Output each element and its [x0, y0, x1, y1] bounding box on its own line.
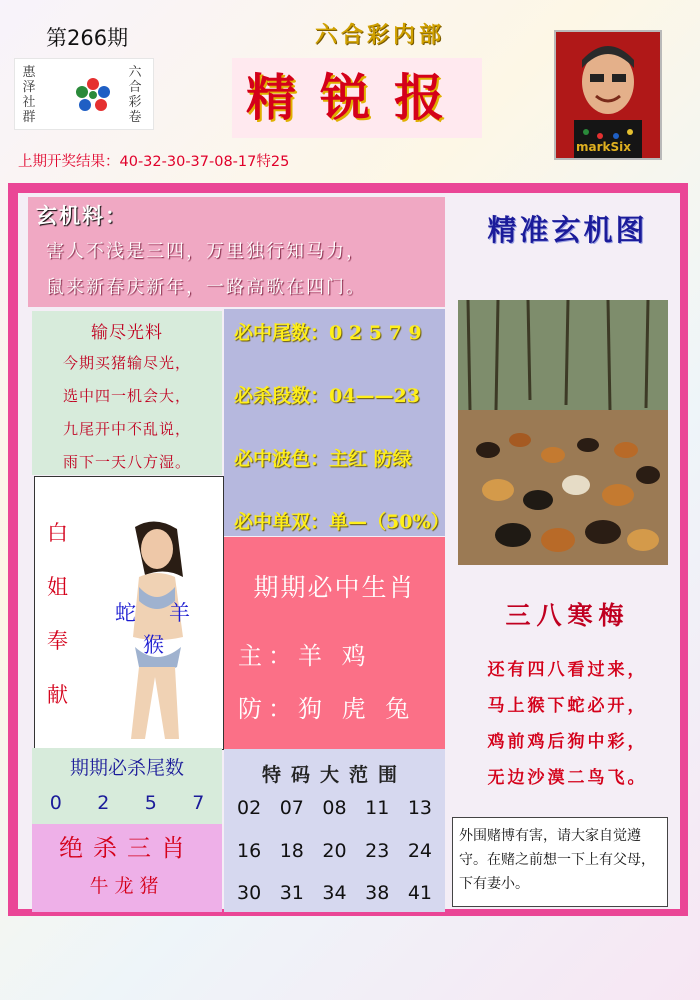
- stat-label: 必中尾数：: [234, 322, 330, 344]
- kill-zodiac-list: 牛龙猪: [89, 875, 165, 897]
- number-cell: 11: [365, 797, 390, 819]
- number-cell: 34: [322, 882, 347, 904]
- number-cell: 07: [279, 797, 304, 819]
- gift-char-1: 白: [47, 521, 68, 545]
- poem-left-line-1: 今期买猪输尽光，: [62, 354, 191, 372]
- stat-odd-even: [234, 507, 450, 534]
- tail-kill-title: 期期必杀尾数: [69, 757, 184, 779]
- tail-kill-digits: [32, 792, 222, 814]
- page-title: 精锐报: [232, 58, 482, 138]
- stat-label: 必杀段数：: [234, 385, 330, 407]
- poem-right-line-2: 马上猴下蛇必开，: [487, 696, 648, 716]
- header-subtitle: 六合彩内部: [314, 22, 445, 48]
- gift-picture: [34, 476, 224, 750]
- poem-left-line-2: 选中四一机会大，: [62, 387, 191, 405]
- number-cell: 20: [322, 840, 347, 862]
- poem-right-title: 三八寒梅: [505, 601, 630, 630]
- lottery-ball-icon: [73, 75, 113, 115]
- intro-label: 玄机料：: [36, 203, 128, 228]
- number-cell: 13: [407, 797, 432, 819]
- number-cell: 18: [279, 840, 304, 862]
- kill-zodiac-title: 绝杀三肖: [59, 834, 195, 862]
- poem-left-line-4: 雨下一天八方湿。: [62, 453, 191, 471]
- issue-number: 第266期: [46, 26, 129, 50]
- stat-value: 单—（50%）: [329, 511, 450, 533]
- stat-kill-range: [234, 381, 420, 408]
- tail-digit: 0: [49, 792, 62, 814]
- number-cell: 23: [365, 840, 390, 862]
- gift-sheep: 羊: [169, 601, 190, 625]
- gambling-warning: 外围赌博有害，请大家自觉遵守。在赌之前想一下上有父母，下有妻小。: [452, 817, 668, 907]
- chickens-scene: [458, 300, 668, 565]
- gift-monkey: 猴: [143, 633, 164, 657]
- number-cell: 30: [237, 882, 262, 904]
- stat-value: 0 2 5 7 9: [329, 322, 422, 344]
- portrait-caption: markSix: [576, 140, 631, 154]
- stat-value: 主红 防绿: [329, 448, 412, 470]
- portrait-image: [554, 30, 662, 160]
- tail-digit: 2: [97, 792, 110, 814]
- stat-wave-color: [234, 444, 412, 471]
- stat-label: 必中波色：: [234, 448, 330, 470]
- stat-value: 04——23: [329, 385, 420, 407]
- brand-logo: [14, 58, 154, 130]
- number-cell: 16: [237, 840, 262, 862]
- poem-left-line-3: 九尾开中不乱说，: [62, 420, 191, 438]
- number-cell: 02: [237, 797, 262, 819]
- poem-right-line-4: 无边沙漠二鸟飞。: [487, 768, 648, 788]
- last-draw-result: 上期开奖结果：40-32-30-37-08-17特25: [18, 154, 290, 170]
- gift-char-2: 姐: [47, 575, 68, 599]
- puzzle-image-title: 精准玄机图: [487, 213, 648, 247]
- tail-digit: 7: [192, 792, 205, 814]
- zodiac-title: 期期必中生肖: [253, 573, 416, 602]
- number-row: [237, 797, 432, 819]
- logo-left-text: 惠泽社群: [22, 65, 36, 125]
- tail-digit: 5: [144, 792, 157, 814]
- number-cell: 41: [407, 882, 432, 904]
- stat-label: 必中单双：: [234, 511, 330, 533]
- poem-left-title: 输尽光料: [91, 323, 163, 343]
- number-row: [237, 882, 432, 904]
- number-cell: 24: [407, 840, 432, 862]
- gift-char-3: 奉: [47, 629, 68, 653]
- poem-right-line-3: 鸡前鸡后狗中彩，: [487, 732, 648, 752]
- number-cell: 08: [322, 797, 347, 819]
- intro-line-1: 害人不浅是三四，万里独行知马力，: [46, 241, 366, 262]
- gift-char-4: 献: [47, 683, 68, 707]
- chickens-photo: [458, 300, 668, 565]
- poem-right-line-1: 还有四八看过来，: [487, 660, 648, 680]
- number-cell: 31: [279, 882, 304, 904]
- gift-snake: 蛇: [115, 601, 136, 625]
- zodiac-guard: 防：狗 虎 兔: [238, 695, 416, 723]
- number-row: [237, 840, 432, 862]
- number-cell: 38: [365, 882, 390, 904]
- stat-tail-numbers: [234, 318, 422, 345]
- zodiac-main: 主：羊 鸡: [238, 642, 372, 670]
- special-range-title: 特码大范围: [261, 764, 407, 786]
- intro-line-2: 鼠来新春庆新年，一路高歌在四门。: [46, 277, 366, 298]
- logo-right-text: 六合彩卷: [128, 65, 142, 125]
